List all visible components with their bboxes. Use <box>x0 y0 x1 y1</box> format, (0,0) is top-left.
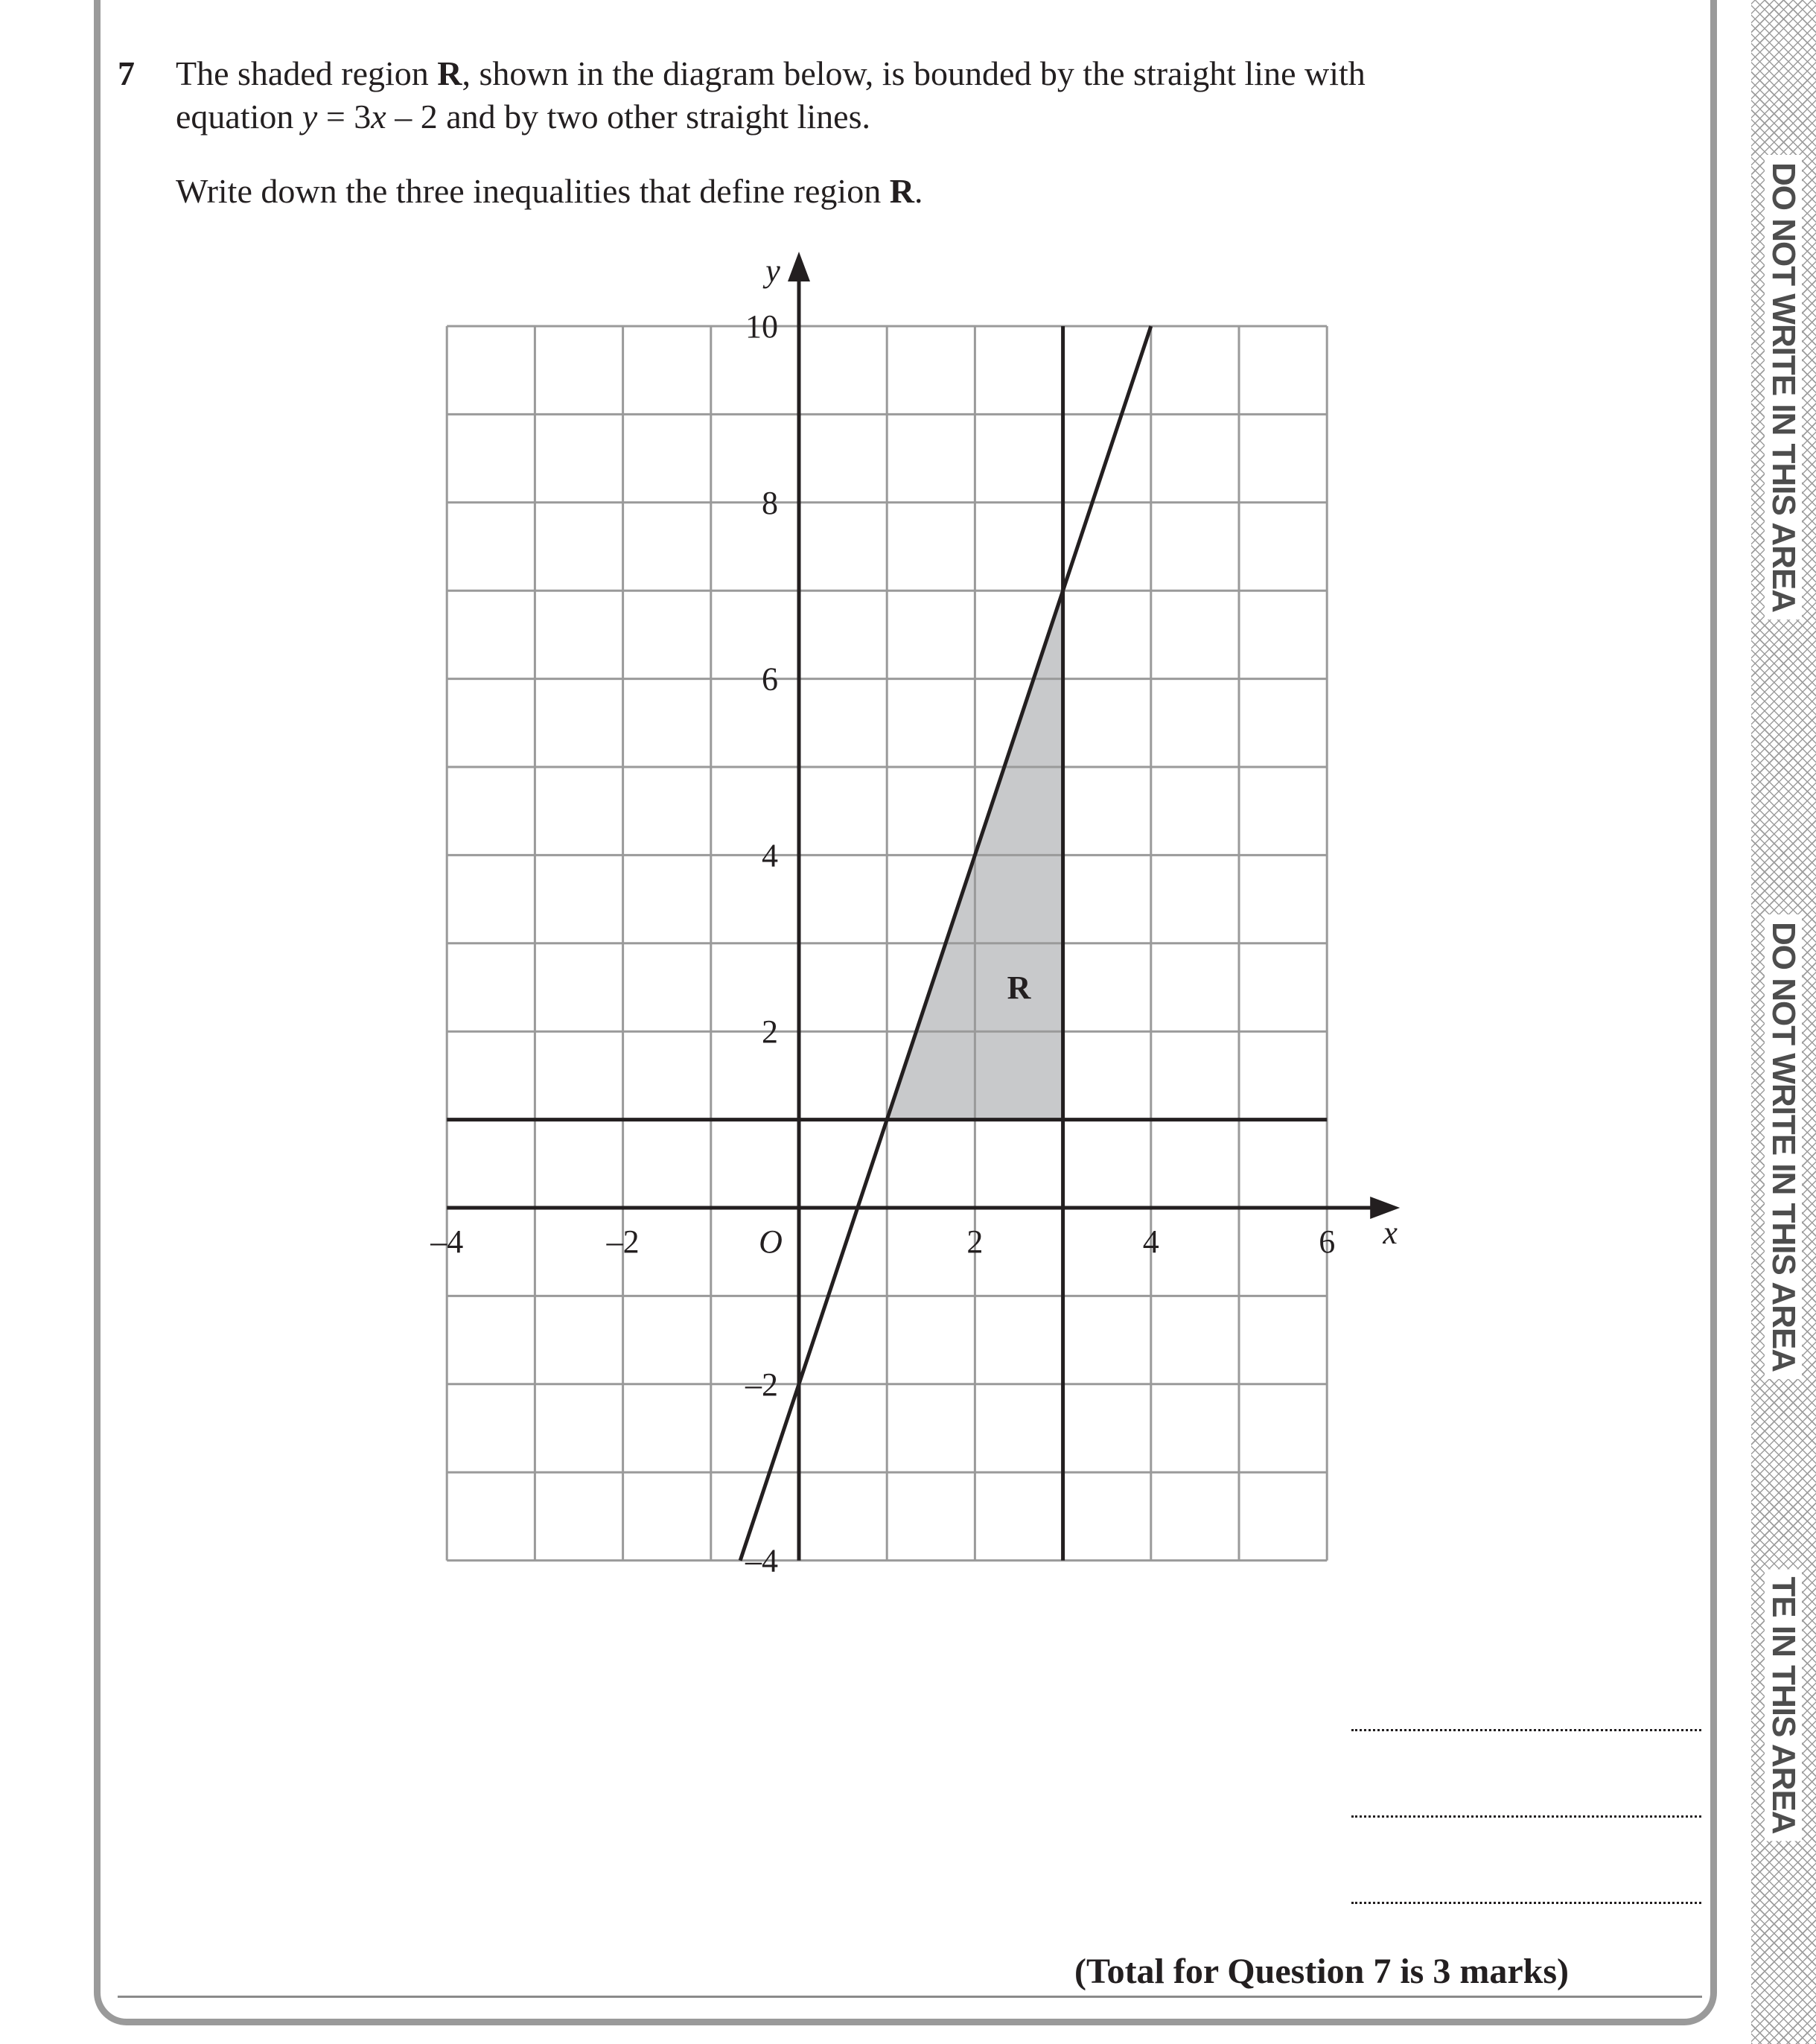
x-tick-label: –2 <box>606 1223 640 1260</box>
origin-label: O <box>759 1223 783 1260</box>
instruction-segment: Write down the three inequalities that define region <box>176 172 890 210</box>
y-axis-arrowhead <box>788 252 810 281</box>
y-tick-label: –2 <box>745 1366 778 1403</box>
grid-lines <box>447 326 1327 1561</box>
region-label: R <box>1007 970 1031 1006</box>
margin-warning-3: TE IN THIS AREA <box>1765 1569 1802 1841</box>
y-tick-label: 4 <box>762 837 778 874</box>
x-tick-label: –4 <box>430 1223 464 1260</box>
y-tick-label: –4 <box>745 1542 778 1579</box>
do-not-write-margin <box>1751 0 1816 2044</box>
instruction-segment: . <box>914 172 923 210</box>
answer-line-2[interactable] <box>1351 1815 1701 1818</box>
x-axis-label: x <box>1383 1214 1398 1251</box>
y-tick-label: 2 <box>762 1013 778 1051</box>
equation-variable-y: y <box>302 98 318 136</box>
y-tick-label: 8 <box>762 484 778 521</box>
answer-line-1[interactable] <box>1351 1729 1701 1731</box>
margin-warning-2: DO NOT WRITE IN THIS AREA <box>1765 914 1802 1379</box>
total-marks: (Total for Question 7 is 3 marks) <box>1074 1952 1569 1991</box>
question-text-segment: , shown in the diagram below, is bounded by the straight line with <box>462 54 1366 92</box>
y-tick-label: 10 <box>745 308 778 345</box>
question-number: 7 <box>118 54 135 92</box>
region-name-bold: R <box>437 54 462 92</box>
question-text-segment: equation <box>176 98 302 136</box>
answer-line-3[interactable] <box>1351 1902 1701 1904</box>
y-axis-label: y <box>765 252 780 289</box>
equation-variable-x: x <box>371 98 386 136</box>
margin-warning-1: DO NOT WRITE IN THIS AREA <box>1765 155 1802 620</box>
x-tick-label: 4 <box>1142 1223 1159 1260</box>
equation-segment: = 3 <box>317 98 372 136</box>
question-text-segment: The shaded region <box>176 54 438 92</box>
y-tick-label: 6 <box>762 660 778 698</box>
question-text-segment: – 2 and by two other straight lines. <box>386 98 870 136</box>
x-tick-label: 2 <box>966 1223 984 1260</box>
region-name-bold: R <box>889 172 914 210</box>
bottom-divider <box>118 1996 1702 1998</box>
x-tick-label: 6 <box>1319 1223 1336 1260</box>
